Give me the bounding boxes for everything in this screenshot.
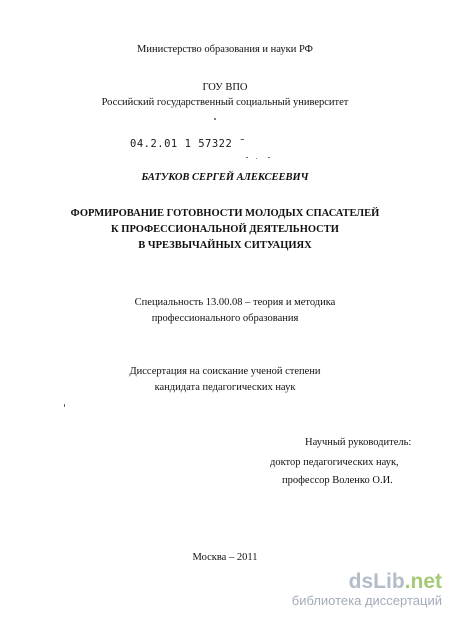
supervisor-degree: доктор педагогических наук, [270, 457, 399, 468]
supervisor-label: Научный руководитель: [305, 437, 412, 448]
scan-speck [64, 404, 65, 407]
author-name: БАТУКОВ СЕРГЕЙ АЛЕКСЕЕВИЧ [141, 172, 309, 183]
city-year: Москва – 2011 [192, 552, 258, 563]
watermark-brand-tld: .net [404, 570, 442, 593]
watermark-subtitle: библиотека диссертаций [291, 593, 442, 608]
scan-speck [246, 157, 248, 158]
supervisor-name: профессор Воленко О.И. [282, 475, 393, 486]
dissertation-title-line-2: К ПРОФЕССИОНАЛЬНОЙ ДЕЯТЕЛЬНОСТИ [111, 224, 339, 235]
institution-type: ГОУ ВПО [202, 82, 248, 93]
scan-speck [256, 158, 257, 159]
watermark [292, 571, 442, 609]
ministry-name: Министерство образования и науки РФ [137, 44, 313, 55]
dissertation-title-line-3: В ЧРЕЗВЫЧАЙНЫХ СИТУАЦИЯХ [138, 240, 312, 251]
specialty-line-1: Специальность 13.00.08 – теория и методика [134, 297, 336, 308]
scan-speck [268, 157, 270, 158]
university-name: Российский государственный социальный университет [101, 97, 349, 108]
dissertation-degree-line-1: Диссертация на соискание ученой степени [129, 366, 321, 377]
watermark-brand [292, 571, 442, 593]
watermark-brand-main: dsLib [348, 570, 405, 593]
dissertation-title-line-1: ФОРМИРОВАНИЕ ГОТОВНОСТИ МОЛОДЫХ СПАСАТЕЛЕЙ [70, 208, 380, 219]
registry-number: 04.2.01 1 57322 ˉ [130, 138, 246, 150]
dissertation-degree-line-2: кандидата педагогических наук [154, 382, 296, 393]
specialty-line-2: профессионального образования [151, 313, 299, 324]
scan-speck [214, 118, 216, 120]
